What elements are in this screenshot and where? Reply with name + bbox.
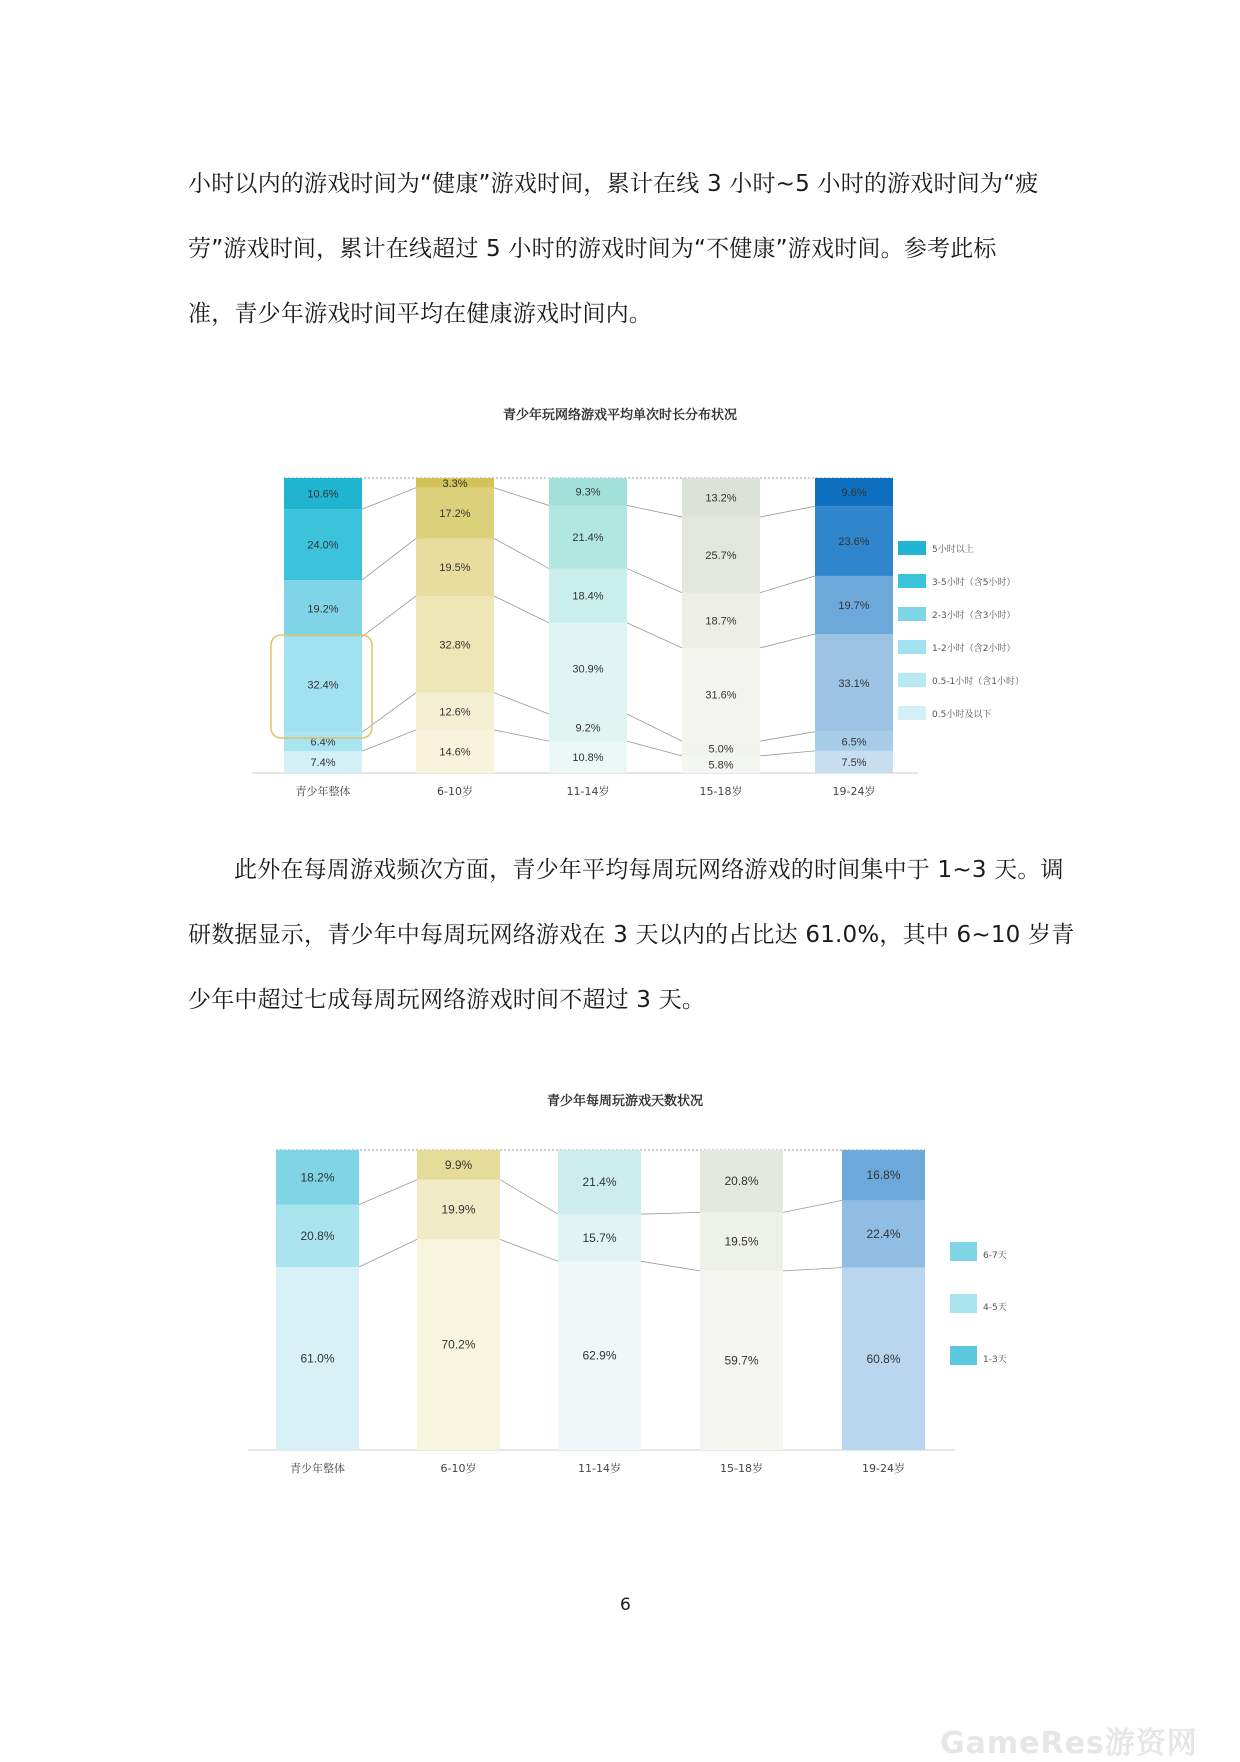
paragraph-1-line: 准，青少年游戏时间平均在健康游戏时间内。 (188, 301, 652, 327)
legend-swatch (950, 1346, 977, 1365)
connector-line (627, 714, 682, 741)
connector-line (783, 1200, 842, 1212)
data-label: 9.2% (575, 722, 601, 735)
connector-line (362, 488, 416, 510)
page-number: 6 (620, 1595, 631, 1615)
connector-line (362, 596, 416, 637)
data-label: 32.4% (307, 679, 339, 692)
data-label: 7.5% (841, 756, 867, 769)
data-label: 18.4% (572, 590, 604, 603)
connector-line (783, 1268, 842, 1271)
data-label: 31.6% (705, 689, 737, 702)
data-label: 10.6% (307, 488, 339, 501)
connector-line (362, 538, 416, 580)
data-label: 60.8% (866, 1351, 901, 1366)
data-label: 7.4% (310, 757, 336, 770)
legend-label: 5小时以上 (932, 545, 974, 555)
data-label: 20.8% (300, 1228, 335, 1243)
data-label: 32.8% (439, 639, 471, 652)
connector-line (359, 1239, 417, 1267)
data-label: 13.2% (705, 492, 737, 505)
legend-label: 6-7天 (983, 1251, 1007, 1261)
legend-label: 0.5-1小时（含1小时） (932, 677, 1025, 687)
legend-label: 2-3小时（含3小时） (932, 611, 1016, 621)
data-label: 23.6% (838, 536, 870, 549)
data-label: 9.3% (575, 486, 601, 499)
x-tick-label: 15-18岁 (699, 785, 743, 798)
paragraph-1-line: 劳”游戏时间，累计在线超过 5 小时的游戏时间为“不健康”游戏时间。参考此标 (188, 236, 997, 262)
data-label: 70.2% (441, 1337, 476, 1352)
paragraph-2 (188, 838, 1075, 1033)
data-label: 16.8% (866, 1168, 901, 1183)
connector-line (627, 623, 682, 648)
legend-swatch (950, 1242, 977, 1261)
connector-line (494, 488, 549, 506)
x-tick-label: 11-14岁 (566, 785, 610, 798)
connector-line (627, 741, 682, 756)
legend-label: 1-3天 (983, 1355, 1007, 1365)
connector-line (359, 1180, 417, 1205)
legend-label: 3-5小时（含5小时） (932, 578, 1016, 588)
data-label: 19.2% (307, 603, 339, 616)
data-label: 12.6% (439, 706, 471, 719)
chart-1 (0, 470, 1240, 820)
connector-line (760, 732, 815, 741)
connector-line (494, 596, 549, 623)
connector-line (760, 634, 815, 648)
paragraph-2-line: 此外在每周游戏频次方面，青少年平均每周玩网络游戏的时间集中于 1~3 天。调 (234, 857, 1064, 883)
legend-swatch (898, 607, 926, 621)
connector-line (641, 1212, 700, 1214)
paragraph-2-line: 研数据显示，青少年中每周玩网络游戏在 3 天以内的占比达 61.0%，其中 6~10 岁青 (188, 922, 1075, 948)
data-label: 25.7% (705, 549, 737, 562)
data-label: 5.8% (708, 759, 734, 772)
chart-1-title: 青少年玩网络游戏平均单次时长分布状况 (502, 408, 737, 423)
data-label: 19.5% (439, 562, 471, 575)
connector-line (641, 1261, 700, 1271)
data-label: 5.0% (708, 743, 734, 756)
data-label: 24.0% (307, 539, 339, 552)
data-label: 19.5% (724, 1234, 759, 1249)
connector-line (500, 1180, 558, 1215)
paragraph-2-line: 少年中超过七成每周玩网络游戏时间不超过 3 天。 (188, 987, 706, 1013)
connector-line (760, 506, 815, 517)
data-label: 18.2% (300, 1170, 335, 1185)
legend-label: 4-5天 (983, 1303, 1007, 1313)
data-label: 19.7% (838, 599, 870, 612)
legend-swatch (898, 574, 926, 588)
legend-label: 0.5小时及以下 (932, 710, 992, 720)
data-label: 22.4% (866, 1227, 901, 1241)
connector-line (760, 751, 815, 756)
connector-line (494, 538, 549, 568)
x-tick-label: 青少年整体 (290, 1462, 345, 1475)
data-label: 17.2% (439, 508, 471, 521)
x-tick-label: 6-10岁 (440, 1462, 477, 1475)
x-tick-label: 19-24岁 (832, 785, 876, 798)
connector-line (500, 1239, 558, 1261)
connector-line (627, 505, 682, 517)
data-label: 62.9% (582, 1348, 617, 1363)
data-label: 6.4% (310, 736, 336, 749)
data-label: 15.7% (582, 1230, 617, 1245)
connector-line (362, 693, 416, 733)
data-label: 30.9% (572, 663, 604, 676)
connector-line (494, 730, 549, 741)
connector-line (494, 693, 549, 714)
data-label: 9.6% (841, 487, 867, 500)
data-label: 10.8% (572, 752, 604, 765)
legend-swatch (898, 541, 926, 555)
x-tick-label: 6-10岁 (437, 785, 473, 798)
connector-line (760, 576, 815, 593)
chart-2 (0, 1140, 1240, 1510)
data-label: 21.4% (572, 532, 604, 544)
connector-line (627, 569, 682, 593)
watermark-logo: GameRes游资网 (940, 1726, 1198, 1761)
paragraph-1 (188, 152, 1068, 347)
data-label: 59.7% (724, 1353, 759, 1368)
x-tick-label: 11-14岁 (578, 1462, 621, 1475)
x-tick-label: 青少年整体 (295, 785, 351, 798)
chart-2-title: 青少年每周玩游戏天数状况 (546, 1094, 703, 1109)
data-label: 33.1% (838, 677, 870, 690)
data-label: 61.0% (300, 1351, 335, 1366)
legend-swatch (898, 673, 926, 687)
paragraph-1-line: 小时以内的游戏时间为“健康”游戏时间，累计在线 3 小时~5 小时的游戏时间为“疲 (188, 171, 1039, 197)
legend-swatch (898, 706, 926, 720)
x-tick-label: 15-18岁 (720, 1462, 763, 1475)
x-tick-label: 19-24岁 (862, 1462, 905, 1475)
data-label: 18.7% (705, 615, 737, 628)
data-label: 3.3% (442, 477, 468, 490)
data-label: 6.5% (841, 736, 867, 749)
legend-swatch (898, 640, 926, 654)
data-label: 9.9% (444, 1157, 473, 1172)
data-label: 20.8% (724, 1174, 759, 1189)
data-label: 19.9% (441, 1202, 476, 1217)
data-label: 21.4% (582, 1175, 617, 1190)
legend-label: 1-2小时（含2小时） (932, 644, 1016, 654)
legend-swatch (950, 1294, 977, 1313)
data-label: 14.6% (439, 746, 471, 759)
